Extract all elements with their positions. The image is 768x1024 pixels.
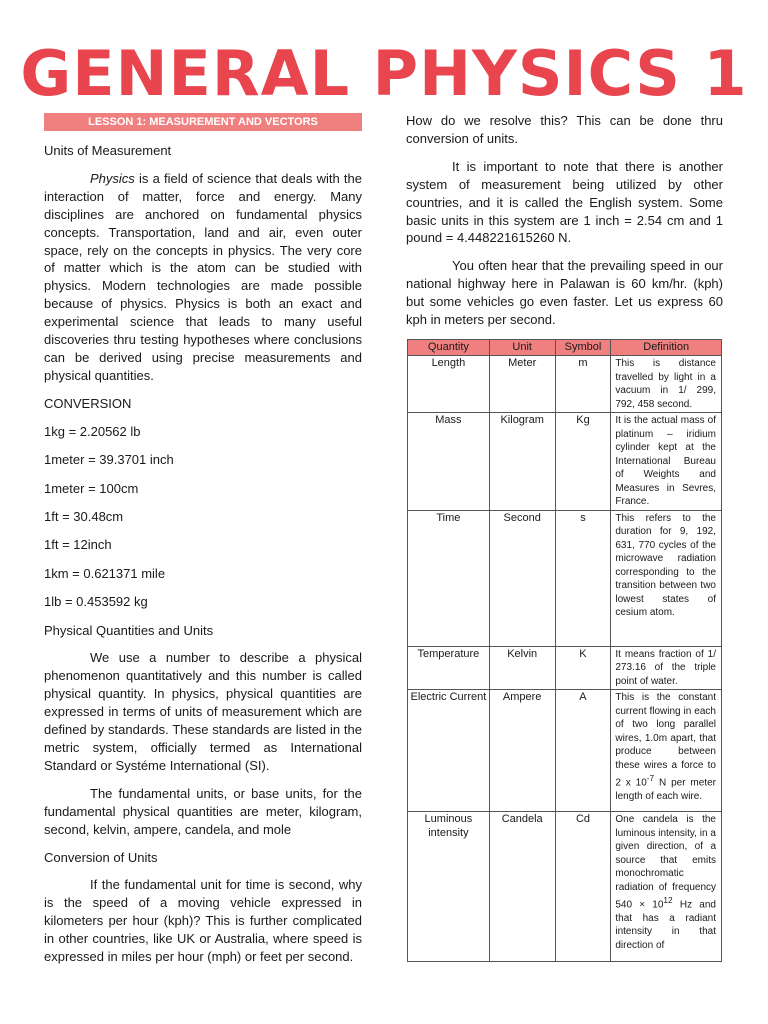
cell-symbol: Kg — [555, 413, 611, 511]
exponent: 12 — [663, 895, 673, 905]
header-unit: Unit — [489, 340, 555, 356]
definition-text: Hz and that has a radiant intensity in that direction of — [615, 899, 716, 951]
cell-quantity: Temperature — [408, 646, 490, 690]
cell-quantity: Electric Current — [408, 690, 490, 812]
page-title: GENERAL PHYSICS 1 — [20, 37, 748, 110]
right-column — [406, 112, 723, 339]
header-symbol: Symbol — [555, 340, 611, 356]
table-row — [408, 413, 722, 511]
si-units-table — [407, 339, 722, 962]
conversion-heading: CONVERSION — [44, 395, 132, 411]
cell-unit: Second — [489, 510, 555, 646]
cell-quantity: Time — [408, 510, 490, 646]
cell-definition: This is distance travelled by light in a vacuum in 1/ 299, 792, 458 second. — [611, 356, 722, 413]
cell-definition: This refers to the duration for 9, 192, 631, 770 cycles of the microwave radiation corresponding to the transition between two lowest states of cesium atom. — [611, 510, 722, 646]
speed-paragraph: You often hear that the prevailing speed in our national highway here in Palawan is 60 km/hr. (kph) but some vehicles go even faster. Let us express 60 kph in meters per second. — [406, 258, 723, 328]
conversion-item: 1km = 0.621371 mile — [44, 565, 166, 581]
definition-text: One candela is the luminous intensity, in a given direction, of a source that emits monochromatic radiation of frequency 540 × 10 — [615, 814, 716, 911]
header-definition: Definition — [611, 340, 722, 356]
header-quantity: Quantity — [408, 340, 490, 356]
cell-quantity: Length — [408, 356, 490, 413]
conversion-item: 1kg = 2.20562 lb — [44, 423, 141, 439]
table-row — [408, 690, 722, 812]
table-row — [408, 356, 722, 413]
resolve-paragraph: How do we resolve this? This can be done thru conversion of units. — [406, 113, 723, 146]
table-row — [408, 646, 722, 690]
table-row — [408, 510, 722, 646]
fundamental-paragraph: The fundamental units, or base units, for the fundamental physical quantities are meter, kilogram, second, kelvin, ampere, candela, and mole — [44, 785, 362, 837]
table-header-row — [408, 340, 722, 356]
definition-text: This is the constant current flowing in each of two long parallel wires, 1.0m apart, that produce between these wires a force to 2 x 10 — [615, 692, 716, 789]
conversion-item: 1meter = 39.3701 inch — [44, 452, 174, 468]
conversion-item: 1ft = 12inch — [44, 537, 112, 553]
conversion-item: 1ft = 30.48cm — [44, 508, 124, 524]
definition-text: N per meter length of each wire. — [615, 777, 716, 802]
cell-quantity: Luminous intensity — [408, 812, 490, 962]
cell-symbol: m — [555, 356, 611, 413]
cell-symbol: Cd — [555, 812, 611, 962]
cell-unit: Kelvin — [489, 646, 555, 690]
physics-paragraph-text: is a field of science that deals with the interaction of matter, force and energy. Many disciplines are anchored on fundamental physics concepts. Transportation, land and air, even outer space, rely on the concepts in physics. The very core of matter which is the atom can be studied with physics. Modern technologies are made possible because of physics. Physics is both an exact and experimental science that leads to many useful discoveries thru testing hypotheses where conclusions can be derived using precise measurements and physical quantities. — [44, 170, 362, 383]
cell-unit: Kilogram — [489, 413, 555, 511]
physics-word: Physics — [90, 170, 135, 186]
conversion-of-units-paragraph: If the fundamental unit for time is second, why is the speed of a moving vehicle expressed in kilometers per hour (kph)? This is further complicated in other countries, like UK or Australia, where speed is expressed in miles per hour (mph) or feet per second. — [44, 877, 362, 965]
cell-definition — [611, 690, 722, 812]
cell-definition — [611, 812, 722, 962]
conversion-item: 1meter = 100cm — [44, 480, 139, 496]
cell-symbol: K — [555, 646, 611, 690]
left-column — [44, 113, 362, 976]
cell-symbol: A — [555, 690, 611, 812]
cell-definition: It is the actual mass of platinum – iridium cylinder kept at the International Bureau of Weights and Measures in Sevres, France. — [611, 413, 722, 511]
cell-quantity: Mass — [408, 413, 490, 511]
cell-symbol: s — [555, 510, 611, 646]
physics-paragraph — [44, 170, 362, 385]
pq-heading: Physical Quantities and Units — [44, 622, 214, 638]
conversion-of-units-heading: Conversion of Units — [44, 849, 158, 865]
cell-unit: Ampere — [489, 690, 555, 812]
conversion-item: 1lb = 0.453592 kg — [44, 594, 148, 610]
cell-unit: Meter — [489, 356, 555, 413]
lesson-banner: LESSON 1: MEASUREMENT AND VECTORS — [44, 113, 362, 131]
pq-paragraph: We use a number to describe a physical phenomenon quantitatively and this number is called physical quantity. In physics, physical quantities are expressed in terms of units of measurement which are defined by standards. These standards are listed in the metric system, officially termed as International Standard or Systéme International (SI). — [44, 650, 362, 773]
english-system-paragraph: It is important to note that there is another system of measurement being utilized by other countries, and it is called the English system. Some basic units in this system are 1 inch = 2.54 cm and 1 pound = 4.448221615260 N. — [406, 158, 723, 246]
exponent: -7 — [646, 773, 655, 783]
table-row — [408, 812, 722, 962]
cell-unit: Candela — [489, 812, 555, 962]
cell-definition: It means fraction of 1/ 273.16 of the triple point of water. — [611, 646, 722, 690]
units-heading: Units of Measurement — [44, 143, 172, 158]
